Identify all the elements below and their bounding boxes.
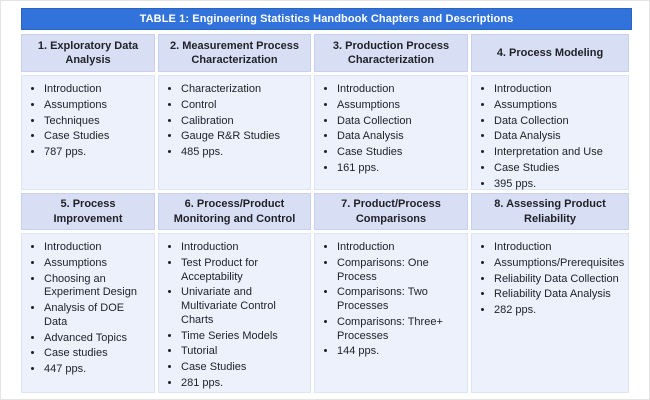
list-item: • Introduction bbox=[44, 83, 150, 97]
list-item: • Calibration bbox=[181, 115, 306, 129]
chapter-header-5: 5. Process Improvement bbox=[21, 193, 155, 230]
list-item: • Introduction bbox=[494, 241, 624, 255]
list-item: • Techniques bbox=[44, 115, 150, 129]
list-item: • Choosing an Experiment Design bbox=[44, 273, 150, 301]
list-item: • 787 pps. bbox=[44, 146, 150, 160]
list-item: • Interpretation and Use bbox=[494, 146, 624, 160]
list-item: • 144 pps. bbox=[337, 345, 463, 359]
chapters-grid bbox=[21, 34, 632, 393]
list-item: • Data Analysis bbox=[494, 130, 624, 144]
list-item: • Comparisons: Three+ Processes bbox=[337, 316, 463, 344]
chapter-content-1 bbox=[21, 75, 155, 190]
chapter-content-8 bbox=[471, 233, 629, 393]
list-item: • Time Series Models bbox=[181, 330, 306, 344]
bullet-list bbox=[28, 83, 150, 160]
chapter-header-4: 4. Process Modeling bbox=[471, 34, 629, 72]
list-item: • Case studies bbox=[44, 347, 150, 361]
chapter-header-2: 2. Measurement Process Characterization bbox=[158, 34, 311, 72]
list-item: • Case Studies bbox=[337, 146, 463, 160]
list-item: • Comparisons: One Process bbox=[337, 257, 463, 285]
chapter-content-3 bbox=[314, 75, 468, 190]
list-item: • Assumptions bbox=[44, 99, 150, 113]
list-item: • Assumptions bbox=[494, 99, 624, 113]
bullet-list bbox=[321, 83, 463, 176]
list-item: • Case Studies bbox=[494, 162, 624, 176]
list-item: • 282 pps. bbox=[494, 304, 624, 318]
list-item: • Introduction bbox=[181, 241, 306, 255]
chapter-content-7 bbox=[314, 233, 468, 393]
list-item: • 447 pps. bbox=[44, 363, 150, 377]
list-item: • Case Studies bbox=[181, 361, 306, 375]
list-item: • Test Product for Acceptability bbox=[181, 257, 306, 285]
bullet-list bbox=[28, 241, 150, 377]
list-item: • Introduction bbox=[494, 83, 624, 97]
chapter-header-3: 3. Production Process Characterization bbox=[314, 34, 468, 72]
list-item: • Assumptions bbox=[44, 257, 150, 271]
chapter-content-6 bbox=[158, 233, 311, 393]
list-item: • 161 pps. bbox=[337, 162, 463, 176]
list-item: • Introduction bbox=[337, 83, 463, 97]
list-item: • Tutorial bbox=[181, 345, 306, 359]
chapter-content-4 bbox=[471, 75, 629, 190]
chapter-header-8: 8. Assessing Product Reliability bbox=[471, 193, 629, 230]
chapter-header-1: 1. Exploratory Data Analysis bbox=[21, 34, 155, 72]
bullet-list bbox=[165, 83, 306, 160]
list-item: • Control bbox=[181, 99, 306, 113]
list-item: • Reliability Data Collection bbox=[494, 273, 624, 287]
bullet-list bbox=[321, 241, 463, 359]
chapter-content-2 bbox=[158, 75, 311, 190]
bullet-list bbox=[165, 241, 306, 391]
bullet-list bbox=[478, 241, 624, 318]
chapter-header-6: 6. Process/Product Monitoring and Control bbox=[158, 193, 311, 230]
list-item: • Comparisons: Two Processes bbox=[337, 286, 463, 314]
table-title: TABLE 1: Engineering Statistics Handbook Chapters and Descriptions bbox=[21, 8, 632, 30]
list-item: • Introduction bbox=[337, 241, 463, 255]
list-item: • 281 pps. bbox=[181, 377, 306, 391]
list-item: • 485 pps. bbox=[181, 146, 306, 160]
list-item: • Data Analysis bbox=[337, 130, 463, 144]
list-item: • Assumptions/Prerequisites bbox=[494, 257, 624, 271]
list-item: • Analysis of DOE Data bbox=[44, 302, 150, 330]
chapter-content-5 bbox=[21, 233, 155, 393]
list-item: • Data Collection bbox=[494, 115, 624, 129]
handbook-table bbox=[21, 8, 632, 393]
list-item: • Introduction bbox=[44, 241, 150, 255]
list-item: • Univariate and Multivariate Control Charts bbox=[181, 286, 306, 327]
bullet-list bbox=[478, 83, 624, 191]
list-item: • Reliability Data Analysis bbox=[494, 288, 624, 302]
list-item: • Advanced Topics bbox=[44, 332, 150, 346]
list-item: • Data Collection bbox=[337, 115, 463, 129]
list-item: • Gauge R&R Studies bbox=[181, 130, 306, 144]
list-item: • Characterization bbox=[181, 83, 306, 97]
list-item: • Case Studies bbox=[44, 130, 150, 144]
chapter-header-7: 7. Product/Process Comparisons bbox=[314, 193, 468, 230]
list-item: • Assumptions bbox=[337, 99, 463, 113]
list-item: • 395 pps. bbox=[494, 178, 624, 192]
